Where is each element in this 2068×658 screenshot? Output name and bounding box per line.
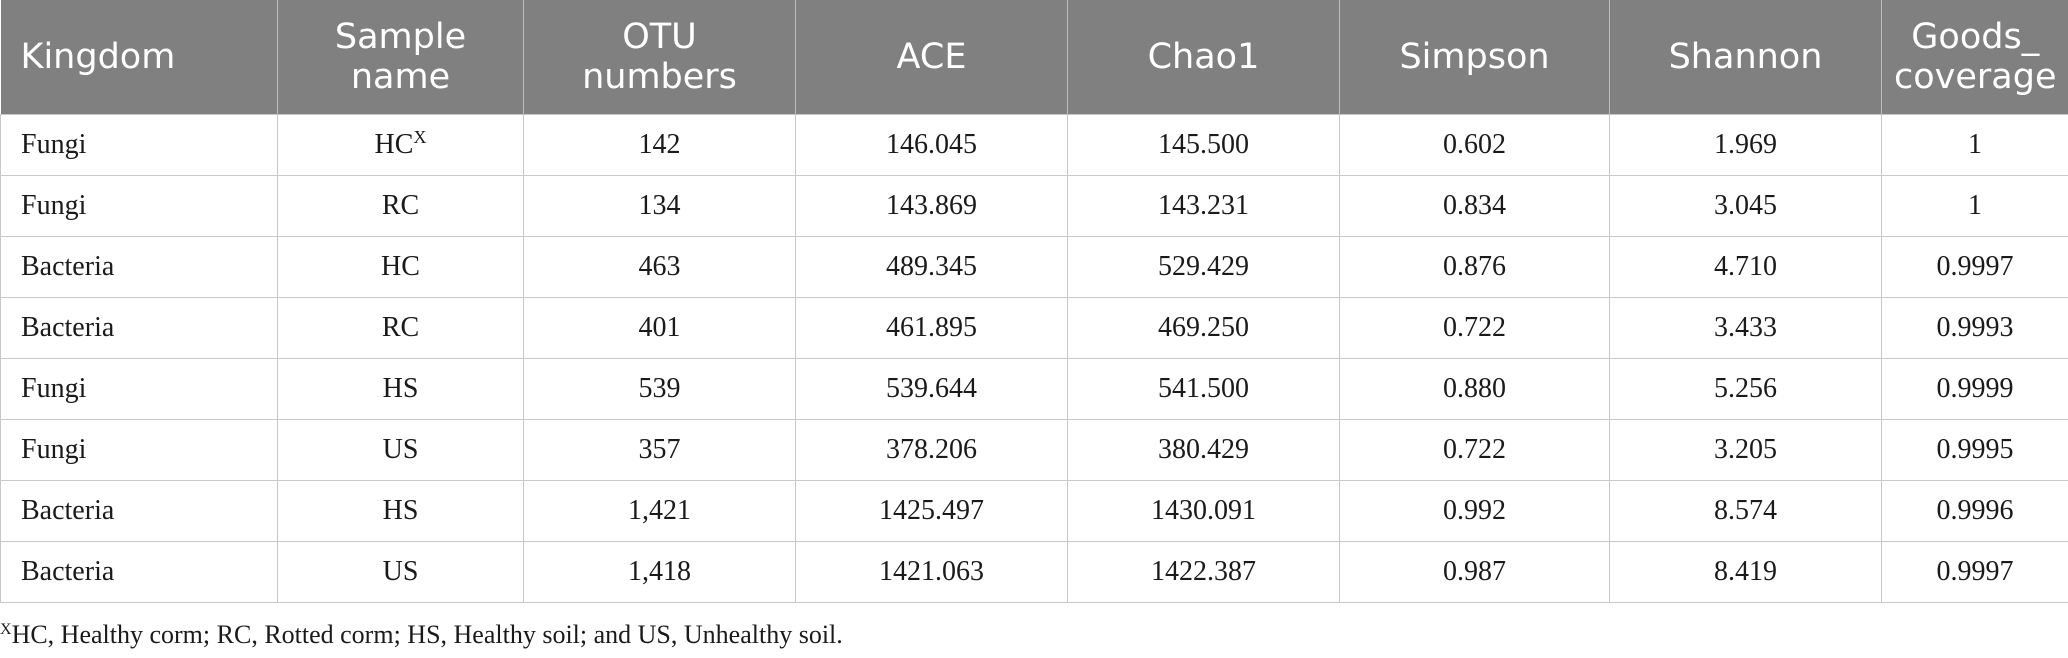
cell-value: 1,421	[628, 494, 691, 526]
cell-ace	[796, 480, 1068, 541]
cell-value: 8.574	[1714, 494, 1777, 526]
header-label: name	[350, 56, 451, 97]
cell-value: 0.9996	[1936, 494, 2014, 526]
cell-kingdom	[1, 297, 278, 358]
cell-value: 143.869	[886, 189, 977, 221]
cell-value: 3.205	[1714, 433, 1777, 465]
cell-kingdom	[1, 236, 278, 297]
cell-value: Fungi	[21, 433, 87, 465]
cell-value: 0.9997	[1936, 555, 2014, 587]
cell-value: 5.256	[1714, 372, 1777, 404]
cell-chao1	[1068, 419, 1340, 480]
header-label: Shannon	[1668, 36, 1823, 77]
cell-ace	[796, 175, 1068, 236]
cell-value: 1421.063	[879, 555, 984, 587]
table-footnote	[0, 620, 843, 650]
cell-value: 541.500	[1158, 372, 1249, 404]
cell-simpson	[1340, 175, 1610, 236]
cell-chao1	[1068, 114, 1340, 175]
cell-goods	[1882, 419, 2068, 480]
table-header	[1, 0, 2068, 114]
cell-simpson	[1340, 419, 1610, 480]
cell-value: 469.250	[1158, 311, 1249, 343]
header-shannon	[1610, 0, 1882, 114]
cell-goods	[1882, 297, 2068, 358]
cell-value: 461.895	[886, 311, 977, 343]
header-row	[1, 0, 2068, 114]
cell-chao1	[1068, 297, 1340, 358]
cell-simpson	[1340, 358, 1610, 419]
cell-value: 0.722	[1443, 433, 1506, 465]
cell-value: 0.9995	[1936, 433, 2014, 465]
cell-goods	[1882, 541, 2068, 602]
cell-value: 357	[638, 433, 681, 465]
cell-shannon	[1610, 480, 1882, 541]
cell-shannon	[1610, 114, 1882, 175]
cell-simpson	[1340, 480, 1610, 541]
cell-kingdom	[1, 358, 278, 419]
cell-ace	[796, 297, 1068, 358]
cell-ace	[796, 541, 1068, 602]
cell-goods	[1882, 114, 2068, 175]
cell-value: 463	[638, 250, 681, 282]
cell-value: 0.992	[1443, 494, 1506, 526]
header-label: Kingdom	[20, 36, 176, 77]
cell-value: Fungi	[21, 189, 87, 221]
cell-value: 134	[638, 189, 681, 221]
cell-value: US	[382, 433, 419, 465]
header-goods-coverage	[1882, 0, 2068, 114]
header-simpson	[1340, 0, 1610, 114]
cell-value: 1	[1968, 189, 1982, 221]
cell-value: HC	[381, 250, 420, 282]
cell-shannon	[1610, 175, 1882, 236]
cell-value: Bacteria	[21, 555, 115, 587]
cell-sample	[278, 114, 524, 175]
cell-otu	[524, 297, 796, 358]
cell-value: 0.722	[1443, 311, 1506, 343]
cell-value: 0.9997	[1936, 250, 2014, 282]
cell-value: RC	[381, 311, 420, 343]
cell-value: Fungi	[21, 128, 87, 160]
table-row	[1, 480, 2068, 541]
cell-shannon	[1610, 236, 1882, 297]
cell-kingdom	[1, 480, 278, 541]
cell-sample	[278, 480, 524, 541]
header-label: Chao1	[1147, 36, 1260, 77]
cell-shannon	[1610, 419, 1882, 480]
cell-otu	[524, 358, 796, 419]
table-row	[1, 358, 2068, 419]
cell-kingdom	[1, 114, 278, 175]
header-ace	[796, 0, 1068, 114]
cell-otu	[524, 114, 796, 175]
cell-sample	[278, 297, 524, 358]
cell-value: 539	[638, 372, 681, 404]
header-chao1	[1068, 0, 1340, 114]
table-row	[1, 236, 2068, 297]
cell-sample	[278, 236, 524, 297]
cell-value: 1.969	[1714, 128, 1777, 160]
cell-value: HS	[382, 494, 419, 526]
cell-value: 3.433	[1714, 311, 1777, 343]
cell-value: 1,418	[628, 555, 691, 587]
cell-value: 539.644	[886, 372, 977, 404]
cell-value: 1	[1968, 128, 1982, 160]
table-row	[1, 419, 2068, 480]
header-label: Simpson	[1399, 36, 1550, 77]
cell-otu	[524, 419, 796, 480]
footnote-reference: X	[413, 126, 427, 147]
cell-value: 0.9993	[1936, 311, 2014, 343]
cell-value: HC	[374, 128, 414, 160]
cell-value: 8.419	[1714, 555, 1777, 587]
cell-chao1	[1068, 541, 1340, 602]
table-body	[1, 114, 2068, 602]
cell-simpson	[1340, 236, 1610, 297]
table-row	[1, 297, 2068, 358]
cell-goods	[1882, 358, 2068, 419]
cell-value: 378.206	[886, 433, 977, 465]
header-label: ACE	[896, 36, 967, 77]
footnote-text: HC, Healthy corm; RC, Rotted corm; HS, Healthy soil; and US, Unhealthy soil.	[11, 620, 843, 649]
cell-sample	[278, 541, 524, 602]
cell-simpson	[1340, 297, 1610, 358]
table-row	[1, 175, 2068, 236]
cell-goods	[1882, 175, 2068, 236]
cell-simpson	[1340, 541, 1610, 602]
cell-value: 3.045	[1714, 189, 1777, 221]
cell-chao1	[1068, 236, 1340, 297]
cell-ace	[796, 236, 1068, 297]
cell-value: Bacteria	[21, 250, 115, 282]
cell-value: 380.429	[1158, 433, 1249, 465]
cell-shannon	[1610, 541, 1882, 602]
cell-value: 1430.091	[1151, 494, 1256, 526]
cell-goods	[1882, 236, 2068, 297]
footnote-marker: X	[0, 621, 12, 638]
cell-value: 145.500	[1158, 128, 1249, 160]
cell-simpson	[1340, 114, 1610, 175]
cell-value: HS	[382, 372, 419, 404]
cell-value: 0.834	[1443, 189, 1506, 221]
cell-kingdom	[1, 419, 278, 480]
header-sample-name	[278, 0, 524, 114]
cell-value: 142	[638, 128, 681, 160]
cell-otu	[524, 175, 796, 236]
cell-value: 529.429	[1158, 250, 1249, 282]
header-label: Sample	[334, 16, 467, 57]
header-label: coverage	[1894, 56, 2057, 97]
table-row	[1, 114, 2068, 175]
cell-value: 1422.387	[1151, 555, 1256, 587]
cell-ace	[796, 419, 1068, 480]
cell-value: 146.045	[886, 128, 977, 160]
header-label: Goods_	[1911, 16, 2040, 57]
cell-value: 489.345	[886, 250, 977, 282]
cell-value: 143.231	[1158, 189, 1249, 221]
cell-value: Fungi	[21, 372, 87, 404]
cell-value: 4.710	[1714, 250, 1777, 282]
cell-ace	[796, 358, 1068, 419]
cell-sample	[278, 175, 524, 236]
cell-goods	[1882, 480, 2068, 541]
cell-value: 0.880	[1443, 372, 1506, 404]
header-kingdom	[1, 0, 278, 114]
cell-value: 0.9999	[1936, 372, 2014, 404]
cell-value: 0.602	[1443, 128, 1506, 160]
header-label: numbers	[582, 56, 737, 97]
cell-ace	[796, 114, 1068, 175]
table-row	[1, 541, 2068, 602]
cell-chao1	[1068, 358, 1340, 419]
cell-value: 1425.497	[879, 494, 984, 526]
cell-otu	[524, 236, 796, 297]
cell-kingdom	[1, 541, 278, 602]
cell-value: 401	[638, 311, 681, 343]
cell-sample	[278, 358, 524, 419]
cell-value: 0.987	[1443, 555, 1506, 587]
cell-value: 0.876	[1443, 250, 1506, 282]
cell-shannon	[1610, 358, 1882, 419]
cell-value: Bacteria	[21, 311, 115, 343]
cell-kingdom	[1, 175, 278, 236]
cell-chao1	[1068, 175, 1340, 236]
cell-value: US	[382, 555, 419, 587]
cell-otu	[524, 480, 796, 541]
cell-shannon	[1610, 297, 1882, 358]
cell-value: Bacteria	[21, 494, 115, 526]
header-label: OTU	[622, 16, 697, 57]
header-otu-numbers	[524, 0, 796, 114]
cell-otu	[524, 541, 796, 602]
cell-sample	[278, 419, 524, 480]
cell-chao1	[1068, 480, 1340, 541]
cell-value: RC	[381, 189, 420, 221]
